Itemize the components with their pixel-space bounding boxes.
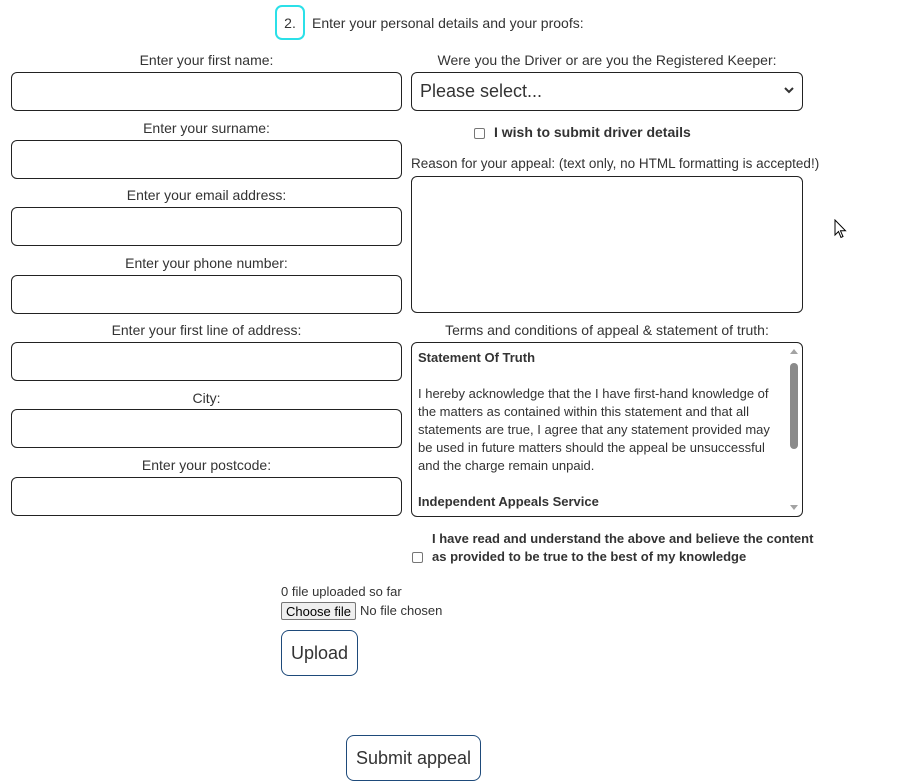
reason-textarea[interactable] bbox=[411, 176, 803, 313]
scroll-up-arrow-icon[interactable] bbox=[790, 349, 798, 354]
first-name-label: Enter your first name: bbox=[139, 52, 274, 68]
terms-statement-body: I hereby acknowledge that the I have first-hand knowledge of the matters as contained within this statement and that all statements are true, I agree that any statement provided may be used in future matters should the appeal be unsuccessful and the charge remain unpaid. bbox=[418, 386, 770, 473]
terms-heading-statement: Statement Of Truth bbox=[418, 350, 536, 365]
email-input[interactable] bbox=[11, 207, 402, 246]
terms-content bbox=[418, 349, 786, 511]
driver-details-checkbox[interactable] bbox=[474, 128, 485, 139]
agree-truth-label bbox=[432, 530, 813, 566]
terms-box[interactable] bbox=[411, 342, 803, 517]
terms-label: Terms and conditions of appeal & statement of truth: bbox=[445, 322, 769, 338]
scroll-down-arrow-icon[interactable] bbox=[790, 505, 798, 510]
choose-file-button[interactable]: Choose file bbox=[281, 602, 356, 620]
no-file-chosen-text: No file chosen bbox=[360, 603, 443, 618]
address-label: Enter your first line of address: bbox=[111, 322, 302, 338]
driver-keeper-select[interactable] bbox=[411, 72, 803, 111]
step-number: 2. bbox=[284, 14, 296, 31]
chevron-down-icon bbox=[782, 83, 796, 97]
email-label: Enter your email address: bbox=[126, 187, 287, 203]
city-input[interactable] bbox=[11, 409, 402, 448]
upload-count: 0 file uploaded so far bbox=[281, 584, 402, 599]
terms-heading-appeals: Independent Appeals Service bbox=[418, 494, 599, 509]
driver-details-label: I wish to submit driver details bbox=[494, 124, 691, 140]
driver-keeper-label: Were you the Driver or are you the Registered Keeper: bbox=[437, 52, 777, 68]
submit-appeal-button[interactable]: Submit appeal bbox=[346, 735, 481, 781]
scrollbar-thumb[interactable] bbox=[790, 363, 798, 449]
mouse-cursor-icon bbox=[834, 219, 848, 240]
postcode-label: Enter your postcode: bbox=[141, 457, 272, 473]
agree-truth-line1: I have read and understand the above and believe the content bbox=[432, 531, 814, 546]
driver-keeper-selected: Please select... bbox=[420, 81, 543, 101]
city-label: City: bbox=[192, 390, 221, 406]
terms-scrollbar[interactable] bbox=[788, 345, 800, 514]
surname-input[interactable] bbox=[11, 140, 402, 179]
surname-label: Enter your surname: bbox=[143, 120, 270, 136]
agree-truth-line2: as provided to be true to the best of my knowledge bbox=[432, 549, 747, 564]
step-number-badge bbox=[275, 5, 305, 40]
upload-button[interactable]: Upload bbox=[281, 630, 358, 676]
step-title: Enter your personal details and your proofs: bbox=[312, 15, 584, 31]
first-name-input[interactable] bbox=[11, 72, 402, 111]
postcode-input[interactable] bbox=[11, 477, 402, 516]
address-input[interactable] bbox=[11, 342, 402, 381]
reason-label: Reason for your appeal: (text only, no HTML formatting is accepted!) bbox=[411, 156, 820, 171]
phone-label: Enter your phone number: bbox=[125, 255, 288, 271]
agree-truth-checkbox[interactable] bbox=[412, 552, 423, 563]
phone-input[interactable] bbox=[11, 275, 402, 314]
